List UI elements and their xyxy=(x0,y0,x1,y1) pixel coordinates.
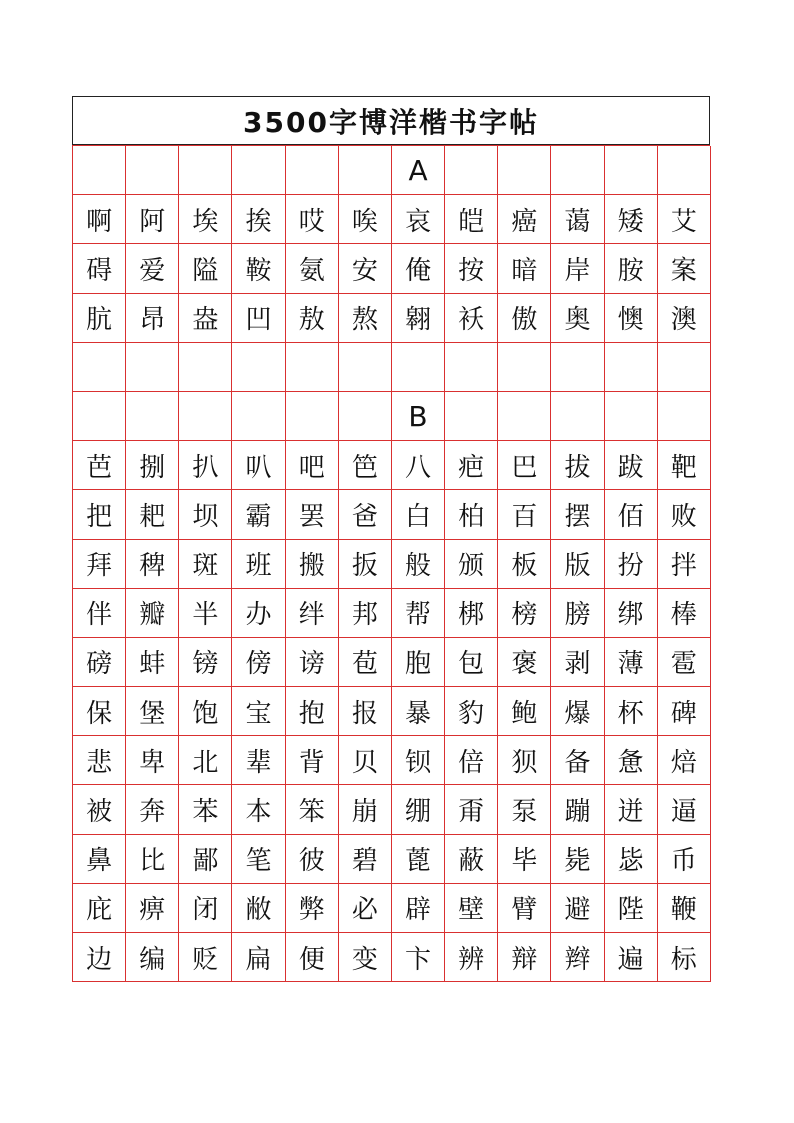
character-cell: 扳 xyxy=(339,540,392,589)
character-cell: 悲 xyxy=(73,736,126,785)
character-cell: 北 xyxy=(179,736,232,785)
character-cell: 败 xyxy=(658,490,711,539)
character-cell: 鞭 xyxy=(658,884,711,933)
character-cell: 背 xyxy=(286,736,339,785)
character-cell: 办 xyxy=(232,589,285,638)
character-cell: 爸 xyxy=(339,490,392,539)
character-cell xyxy=(658,146,711,195)
character-cell: 庇 xyxy=(73,884,126,933)
character-cell: 扮 xyxy=(605,540,658,589)
character-cell: 标 xyxy=(658,933,711,982)
character-cell: 疤 xyxy=(445,441,498,490)
character-cell: 剥 xyxy=(551,638,604,687)
character-cell: 皑 xyxy=(445,195,498,244)
character-cell xyxy=(232,343,285,392)
character-cell xyxy=(179,146,232,195)
character-cell xyxy=(605,146,658,195)
character-cell: 遍 xyxy=(605,933,658,982)
character-cell: 盎 xyxy=(179,294,232,343)
character-cell: 哀 xyxy=(392,195,445,244)
character-cell: 傍 xyxy=(232,638,285,687)
character-cell: 唉 xyxy=(339,195,392,244)
character-cell xyxy=(339,392,392,441)
character-cell: 阿 xyxy=(126,195,179,244)
character-cell: 倍 xyxy=(445,736,498,785)
character-cell: 耙 xyxy=(126,490,179,539)
character-cell: 臂 xyxy=(498,884,551,933)
character-cell: 奥 xyxy=(551,294,604,343)
character-cell: 惫 xyxy=(605,736,658,785)
character-cell: 捌 xyxy=(126,441,179,490)
character-cell: 埃 xyxy=(179,195,232,244)
character-cell xyxy=(126,392,179,441)
character-cell: 昂 xyxy=(126,294,179,343)
character-cell: 辨 xyxy=(445,933,498,982)
character-cell: 本 xyxy=(232,785,285,834)
character-cell: 豹 xyxy=(445,687,498,736)
character-cell: 搬 xyxy=(286,540,339,589)
character-cell xyxy=(551,146,604,195)
character-cell: 拌 xyxy=(658,540,711,589)
character-cell: 斑 xyxy=(179,540,232,589)
character-cell: 闭 xyxy=(179,884,232,933)
character-cell: 磅 xyxy=(73,638,126,687)
character-cell: 伴 xyxy=(73,589,126,638)
character-cell: 镑 xyxy=(179,638,232,687)
character-cell xyxy=(286,392,339,441)
character-cell: 必 xyxy=(339,884,392,933)
character-grid xyxy=(72,145,710,982)
character-cell: 彼 xyxy=(286,835,339,884)
character-cell: 懊 xyxy=(605,294,658,343)
character-cell: 暴 xyxy=(392,687,445,736)
character-cell: 半 xyxy=(179,589,232,638)
character-cell: 俺 xyxy=(392,244,445,293)
page-title: 3500字博洋楷书字帖 xyxy=(72,96,710,145)
character-cell: 毙 xyxy=(551,835,604,884)
character-cell: 绊 xyxy=(286,589,339,638)
character-cell: 狈 xyxy=(498,736,551,785)
character-cell: 蚌 xyxy=(126,638,179,687)
character-cell: 奔 xyxy=(126,785,179,834)
character-cell: 叭 xyxy=(232,441,285,490)
character-cell: 熬 xyxy=(339,294,392,343)
character-cell xyxy=(179,392,232,441)
character-cell: 胺 xyxy=(605,244,658,293)
character-cell: 罢 xyxy=(286,490,339,539)
character-cell: 瓣 xyxy=(126,589,179,638)
character-cell: 碧 xyxy=(339,835,392,884)
character-cell: 翱 xyxy=(392,294,445,343)
character-cell: 弊 xyxy=(286,884,339,933)
character-cell: 癌 xyxy=(498,195,551,244)
character-cell: 爱 xyxy=(126,244,179,293)
character-cell: 笔 xyxy=(232,835,285,884)
character-cell: 痹 xyxy=(126,884,179,933)
character-cell: 邦 xyxy=(339,589,392,638)
character-cell: 抱 xyxy=(286,687,339,736)
character-cell: 矮 xyxy=(605,195,658,244)
character-cell: 棒 xyxy=(658,589,711,638)
character-cell: 肮 xyxy=(73,294,126,343)
character-cell: 袄 xyxy=(445,294,498,343)
character-cell: 辩 xyxy=(498,933,551,982)
character-cell: 币 xyxy=(658,835,711,884)
character-cell xyxy=(445,392,498,441)
character-cell xyxy=(339,343,392,392)
character-cell xyxy=(179,343,232,392)
character-cell: 边 xyxy=(73,933,126,982)
character-cell: 逼 xyxy=(658,785,711,834)
character-cell: 苯 xyxy=(179,785,232,834)
character-cell: 杯 xyxy=(605,687,658,736)
character-cell: 壁 xyxy=(445,884,498,933)
character-cell: 焙 xyxy=(658,736,711,785)
character-cell: 保 xyxy=(73,687,126,736)
character-cell: 岸 xyxy=(551,244,604,293)
character-cell: 辫 xyxy=(551,933,604,982)
character-cell: 笨 xyxy=(286,785,339,834)
character-cell: 崩 xyxy=(339,785,392,834)
character-cell: 艾 xyxy=(658,195,711,244)
character-cell: 啊 xyxy=(73,195,126,244)
character-cell: 贝 xyxy=(339,736,392,785)
character-cell: 碑 xyxy=(658,687,711,736)
character-cell: 梆 xyxy=(445,589,498,638)
character-cell: 鲍 xyxy=(498,687,551,736)
character-cell: 绷 xyxy=(392,785,445,834)
character-cell: 巴 xyxy=(498,441,551,490)
character-cell: 靶 xyxy=(658,441,711,490)
character-cell xyxy=(232,392,285,441)
character-cell: 宝 xyxy=(232,687,285,736)
character-cell: 膀 xyxy=(551,589,604,638)
character-cell: 扁 xyxy=(232,933,285,982)
character-cell: 安 xyxy=(339,244,392,293)
character-cell: 摆 xyxy=(551,490,604,539)
character-cell: 卑 xyxy=(126,736,179,785)
character-cell: 辟 xyxy=(392,884,445,933)
character-cell: 跋 xyxy=(605,441,658,490)
character-cell: 敝 xyxy=(232,884,285,933)
character-cell xyxy=(286,146,339,195)
character-cell: 绑 xyxy=(605,589,658,638)
character-cell: 比 xyxy=(126,835,179,884)
section-letter-cell: A xyxy=(392,146,445,195)
character-cell: 毖 xyxy=(605,835,658,884)
character-cell: 堡 xyxy=(126,687,179,736)
character-cell: 避 xyxy=(551,884,604,933)
character-cell xyxy=(73,343,126,392)
character-cell xyxy=(392,343,445,392)
character-cell xyxy=(498,343,551,392)
character-cell: 按 xyxy=(445,244,498,293)
character-cell: 卞 xyxy=(392,933,445,982)
character-cell: 钡 xyxy=(392,736,445,785)
character-cell: 被 xyxy=(73,785,126,834)
character-cell xyxy=(286,343,339,392)
character-cell: 便 xyxy=(286,933,339,982)
character-cell: 拔 xyxy=(551,441,604,490)
character-cell: 碍 xyxy=(73,244,126,293)
character-cell: 暗 xyxy=(498,244,551,293)
character-cell: 雹 xyxy=(658,638,711,687)
character-cell: 甭 xyxy=(445,785,498,834)
character-cell: 变 xyxy=(339,933,392,982)
character-cell: 蔽 xyxy=(445,835,498,884)
character-cell xyxy=(605,343,658,392)
character-cell: 敖 xyxy=(286,294,339,343)
character-cell: 隘 xyxy=(179,244,232,293)
character-cell: 傲 xyxy=(498,294,551,343)
character-cell xyxy=(658,392,711,441)
character-cell: 陛 xyxy=(605,884,658,933)
character-cell: 稗 xyxy=(126,540,179,589)
character-cell: 笆 xyxy=(339,441,392,490)
character-cell: 百 xyxy=(498,490,551,539)
character-cell: 备 xyxy=(551,736,604,785)
character-cell: 迸 xyxy=(605,785,658,834)
character-cell xyxy=(339,146,392,195)
character-cell xyxy=(551,392,604,441)
character-cell: 编 xyxy=(126,933,179,982)
character-cell: 版 xyxy=(551,540,604,589)
character-cell: 榜 xyxy=(498,589,551,638)
character-cell: 拜 xyxy=(73,540,126,589)
character-cell: 谤 xyxy=(286,638,339,687)
copybook-sheet xyxy=(72,96,710,982)
character-cell: 板 xyxy=(498,540,551,589)
character-cell xyxy=(126,343,179,392)
character-cell: 蔼 xyxy=(551,195,604,244)
character-cell: 爆 xyxy=(551,687,604,736)
character-cell: 澳 xyxy=(658,294,711,343)
character-cell: 褒 xyxy=(498,638,551,687)
character-cell: 颁 xyxy=(445,540,498,589)
character-cell: 泵 xyxy=(498,785,551,834)
character-cell xyxy=(126,146,179,195)
character-cell xyxy=(445,146,498,195)
character-cell: 蓖 xyxy=(392,835,445,884)
character-cell: 报 xyxy=(339,687,392,736)
character-cell: 芭 xyxy=(73,441,126,490)
character-cell: 饱 xyxy=(179,687,232,736)
character-cell: 班 xyxy=(232,540,285,589)
character-cell: 薄 xyxy=(605,638,658,687)
character-cell: 白 xyxy=(392,490,445,539)
character-cell: 坝 xyxy=(179,490,232,539)
character-cell xyxy=(73,146,126,195)
character-cell xyxy=(498,146,551,195)
character-cell xyxy=(605,392,658,441)
character-cell: 把 xyxy=(73,490,126,539)
character-cell: 案 xyxy=(658,244,711,293)
character-cell: 八 xyxy=(392,441,445,490)
character-cell: 挨 xyxy=(232,195,285,244)
character-cell: 哎 xyxy=(286,195,339,244)
character-cell: 吧 xyxy=(286,441,339,490)
character-cell: 柏 xyxy=(445,490,498,539)
character-cell: 佰 xyxy=(605,490,658,539)
character-cell: 蹦 xyxy=(551,785,604,834)
character-cell: 辈 xyxy=(232,736,285,785)
character-cell: 凹 xyxy=(232,294,285,343)
character-cell: 般 xyxy=(392,540,445,589)
character-cell xyxy=(232,146,285,195)
character-cell xyxy=(445,343,498,392)
character-cell xyxy=(551,343,604,392)
character-cell: 帮 xyxy=(392,589,445,638)
character-cell xyxy=(658,343,711,392)
character-cell: 毕 xyxy=(498,835,551,884)
character-cell: 贬 xyxy=(179,933,232,982)
section-letter-cell: B xyxy=(392,392,445,441)
character-cell: 扒 xyxy=(179,441,232,490)
character-cell: 苞 xyxy=(339,638,392,687)
character-cell: 氨 xyxy=(286,244,339,293)
character-cell: 胞 xyxy=(392,638,445,687)
character-cell: 包 xyxy=(445,638,498,687)
character-cell: 鞍 xyxy=(232,244,285,293)
character-cell: 鼻 xyxy=(73,835,126,884)
character-cell xyxy=(498,392,551,441)
character-cell xyxy=(73,392,126,441)
character-cell: 鄙 xyxy=(179,835,232,884)
character-cell: 霸 xyxy=(232,490,285,539)
